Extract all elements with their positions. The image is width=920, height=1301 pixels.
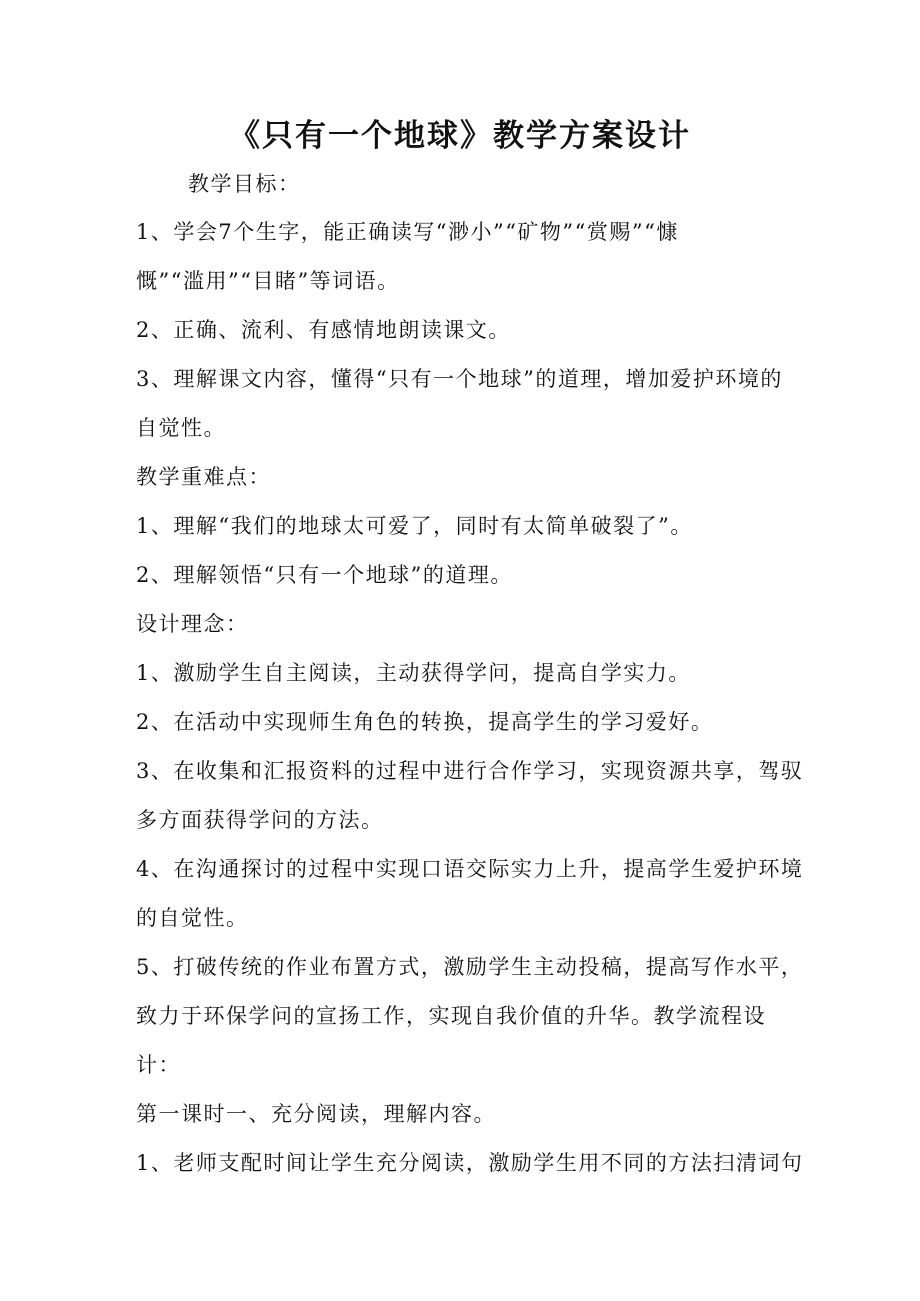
paragraph-line: 5、打破传统的作业布置方式，激励学生主动投稿，提高写作水平，	[136, 955, 804, 979]
document-title: 《只有一个地球》教学方案设计	[229, 118, 691, 154]
section-heading-first-lesson: 第一课时一、充分阅读，理解内容。	[136, 1102, 496, 1126]
paragraph-line: 计：	[136, 1053, 181, 1077]
paragraph-line: 2、正确、流利、有感情地朗读课文。	[136, 318, 511, 342]
paragraph-line: 2、在活动中实现师生角色的转换，提高学生的学习爱好。	[136, 710, 714, 734]
paragraph-line: 4、在沟通探讨的过程中实现口语交际实力上升，提高学生爱护环境	[136, 857, 804, 881]
paragraph-line: 致力于环保学问的宣扬工作，实现自我价值的升华。教学流程设	[136, 1004, 766, 1028]
paragraph-line: 3、理解课文内容，懂得“只有一个地球”的道理，增加爱护环境的	[136, 367, 783, 391]
paragraph-line: 多方面获得学问的方法。	[136, 808, 384, 832]
paragraph-line: 慨”“滥用”“目睹”等词语。	[136, 269, 400, 293]
paragraph-line: 的自觉性。	[136, 906, 249, 930]
section-heading-design-concept: 设计理念：	[136, 612, 249, 636]
section-heading-key-points: 教学重难点：	[136, 465, 271, 489]
paragraph-line: 2、理解领悟“只有一个地球”的道理。	[136, 563, 513, 587]
paragraph-line: 3、在收集和汇报资料的过程中进行合作学习，实现资源共享，驾驭	[136, 759, 804, 783]
paragraph-line: 1、理解“我们的地球太可爱了，同时有太简单破裂了”。	[136, 514, 693, 538]
paragraph-line: 1、学会7个生字，能正确读写“渺小”“矿物”“赏赐”“慷	[136, 220, 679, 244]
section-heading-goals: 教学目标：	[188, 172, 301, 196]
paragraph-line: 1、老师支配时间让学生充分阅读，激励学生用不同的方法扫清词句	[136, 1151, 804, 1175]
paragraph-line: 1、激励学生自主阅读，主动获得学问，提高自学实力。	[136, 661, 691, 685]
paragraph-line: 自觉性。	[136, 416, 226, 440]
